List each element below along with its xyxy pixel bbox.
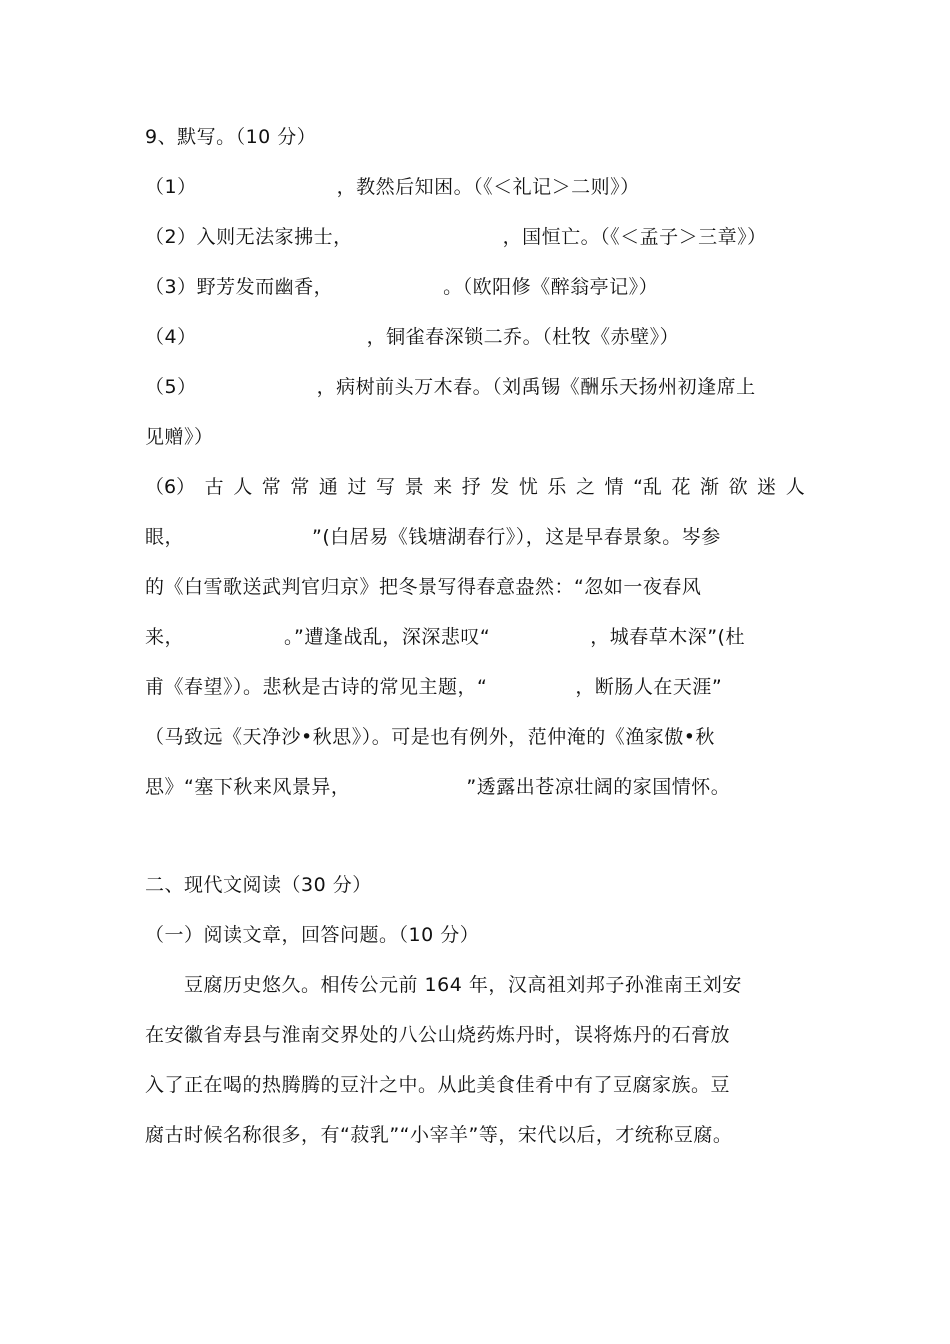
item-6-text: ”(白居易《钱塘湖春行》），这是早春景象。岑参 xyxy=(312,526,721,548)
item-6-text: 思》“塞下秋来风景异， xyxy=(145,776,351,798)
item-6-line-5 xyxy=(145,672,805,702)
passage-line-2: 在安徽省寿县与淮南交界处的八公山烧药炼丹时，误将炼丹的石膏放 xyxy=(145,1024,731,1046)
item-3 xyxy=(145,272,805,302)
char: 情 xyxy=(604,476,624,498)
item-6-line-6: （马致远《天净沙•秋思》）。可是也有例外，范仲淹的《渔家傲•秋 xyxy=(145,726,715,748)
item-5 xyxy=(145,372,805,402)
char: 抒 xyxy=(461,476,481,498)
item-6-text: 甫《春望》）。悲秋是古诗的常见主题，“ xyxy=(145,676,488,698)
item-6-line-2 xyxy=(145,522,805,552)
section-2-title: 二、现代文阅读（30 分） xyxy=(145,874,372,896)
passage-line-3: 入了正在喝的热腾腾的豆汁之中。从此美食佳肴中有了豆腐家族。豆 xyxy=(145,1074,731,1096)
char: 渐 xyxy=(700,476,720,498)
item-6-line-4 xyxy=(145,622,805,652)
item-1-number: （1） xyxy=(145,176,197,198)
char: 迷 xyxy=(757,476,777,498)
char: 花 xyxy=(671,476,691,498)
item-6-text: ”透露出苍凉壮阔的家国情怀。 xyxy=(466,776,731,798)
char: “乱 xyxy=(633,476,662,498)
item-6-text: ，城春草木深”(杜 xyxy=(590,626,745,648)
item-6-line-3: 的《白雪歌送武判官归京》把冬景写得春意盎然：“忽如一夜春风 xyxy=(145,576,702,598)
item-4-text: ，铜雀春深锁二乔。（杜牧《赤壁》） xyxy=(366,326,680,348)
char: 通 xyxy=(318,476,338,498)
item-2-text-before: （2）入则无法家拂士， xyxy=(145,226,353,248)
item-6-text: 来， xyxy=(145,626,185,648)
char: 常 xyxy=(261,476,281,498)
char: 过 xyxy=(347,476,367,498)
char: 欲 xyxy=(728,476,748,498)
char: 古 xyxy=(204,476,224,498)
item-3-text-after: 。（欧阳修《醉翁亭记》） xyxy=(443,276,659,298)
item-4 xyxy=(145,322,805,352)
item-6-line-7 xyxy=(145,772,805,802)
char: 人 xyxy=(233,476,253,498)
item-6-text: ，断肠人在天涯” xyxy=(575,676,723,698)
char: 忧 xyxy=(518,476,538,498)
item-2 xyxy=(145,222,805,252)
item-5-text: ，病树前头万木春。（刘禹锡《酬乐天扬州初逢席上 xyxy=(316,376,756,398)
char: 来 xyxy=(433,476,453,498)
char: 之 xyxy=(575,476,595,498)
item-1 xyxy=(145,172,805,202)
item-3-text-before: （3）野芳发而幽香， xyxy=(145,276,334,298)
item-6-text: 眼， xyxy=(145,526,185,548)
char: 景 xyxy=(404,476,424,498)
item-6-number: （6） xyxy=(145,476,196,498)
item-5-number: （5） xyxy=(145,376,197,398)
passage-line-1: 豆腐历史悠久。相传公元前 164 年，汉高祖刘邦子孙淮南王刘安 xyxy=(145,974,742,996)
char: 乐 xyxy=(547,476,567,498)
item-1-text: ，教然后知困。（《＜礼记＞二则》） xyxy=(336,176,640,198)
section-2-subtitle: （一）阅读文章，回答问题。（10 分） xyxy=(145,924,480,946)
passage-line-4: 腐古时候名称很多，有“菽乳”“小宰羊”等，宋代以后，才统称豆腐。 xyxy=(145,1124,733,1146)
char: 写 xyxy=(376,476,396,498)
item-6-line-1 xyxy=(145,472,805,502)
question-9-title: 9、默写。（10 分） xyxy=(145,126,317,148)
char: 发 xyxy=(490,476,510,498)
item-6-text: 。”遭逢战乱，深深悲叹“ xyxy=(284,626,491,648)
item-2-text-after: ，国恒亡。（《＜孟子＞三章》） xyxy=(502,226,767,248)
item-4-number: （4） xyxy=(145,326,197,348)
char: 常 xyxy=(290,476,310,498)
item-5-continued: 见赠》） xyxy=(145,426,214,448)
char: 人 xyxy=(785,476,805,498)
